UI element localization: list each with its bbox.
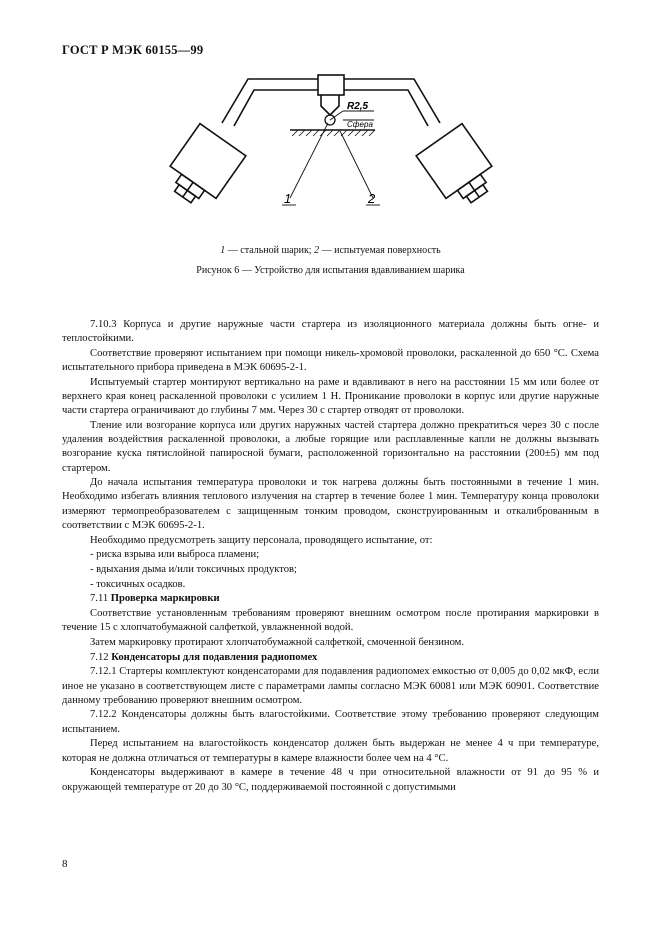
list-item: - риска взрыва или выброса пламени; xyxy=(90,549,260,561)
ball-holder xyxy=(321,95,339,115)
figure-caption: Рисунок 6 — Устройство для испытания вдавливанием шарика xyxy=(196,265,465,276)
center-block xyxy=(318,75,344,95)
paragraph: Конденсаторы выдерживают в камере в течение 48 ч при относительной влажности от 91 до 95 % и окружающей температуре от 20 до 30 °С, поддерживаемой постоянной с допустимыми xyxy=(62,767,599,793)
figure-legend: 1 — стальной шарик; 2 — испытуемая поверхность xyxy=(220,245,441,256)
section-heading-7-11: 7.11 Проверка маркировки xyxy=(90,593,220,605)
paragraph: 7.10.3 Корпуса и другие наружные части стартера из изоляционного материала должны быть огне- и теплостойкими. xyxy=(62,319,599,345)
ball-pressure-apparatus-figure xyxy=(150,68,510,218)
document-header: ГОСТ Р МЭК 60155—99 xyxy=(62,43,204,57)
section-heading-7-12: 7.12 Конденсаторы для подавления радиопомех xyxy=(90,651,318,663)
list-item: - вдыхания дыма и/или токсичных продуктов; xyxy=(90,563,298,575)
paragraph: До начала испытания температура проволоки и ток нагрева должны быть постоянными в течение 1 мин. Необходимо избегать влияния теплового излучения на стартер в течение более 1 мин. Температуру конца проволоки измеряют термопреобразователем с защищенным тонким проводом, сконструированным и откалиброванным в соответствии с МЭК 60695-2-1. xyxy=(62,477,599,531)
paragraph: Тление или возгорание корпуса или других наружных частей стартера должно прекратиться через 30 с после удаления воздействия раскаленной проволоки, а любые горящие или расплавленные капли не должны вызывать возгорание куска пятислойной папиросной бумаги, расположенной горизонтально на расстоянии (200±5) мм под стартером. xyxy=(62,419,599,474)
list-item: - токсичных осадков. xyxy=(90,578,186,590)
paragraph: Перед испытанием на влагостойкость конденсатор должен быть выдержан не менее 4 ч при температуре, которая не должна отличаться от температуры в камере влажности более чем на 4 °С. xyxy=(62,738,599,764)
page-number: 8 xyxy=(62,858,68,870)
paragraph: Затем маркировку протирают хлопчатобумажной салфеткой, смоченной бензином. xyxy=(90,636,465,648)
paragraph: Испытуемый стартер монтируют вертикально на раме и вдавливают в него на расстоянии 15 мм или более от верхнего края конец раскаленной проволоки с усилием 1 Н. Проникание проволоки в корпус или другие наружные части стартера ограничивают до глубины 7 мм. Через 30 с стартер отводят от проволоки. xyxy=(62,376,599,417)
paragraph: 7.12.1 Стартеры комплектуют конденсаторами для подавления радиопомех емкостью от 0,005 до 0,02 мкФ, если иное не указано в соответствующем листе с параметрами лампы согласно МЭК 60081 или МЭК 60901. Соответствие данному требованию проверяют внешним осмотром. xyxy=(62,666,599,706)
paragraph: Соответствие проверяют испытанием при помощи никель-хромовой проволоки, раскаленной до 650 °С. Схема испытательного прибора приведена в МЭК 60695-2-1. xyxy=(62,347,599,374)
left-arm-inner xyxy=(234,90,318,126)
figure-label-2: 2 xyxy=(368,191,376,206)
paragraph: Соответствие установленным требованиям проверяют внешним осмотром после протирания маркировки в течение 15 с хлопчатобумажной салфеткой, увлажненной водой. xyxy=(62,608,599,634)
paragraph: 7.12.2 Конденсаторы должны быть влагостойкими. Соответствие этому требованию проверяют следующим испытанием. xyxy=(62,709,599,735)
sphere-label: Сфера xyxy=(347,120,373,129)
paragraph: Необходимо предусмотреть защиту персонала, проводящего испытание, от: xyxy=(90,534,433,546)
left-arm-outer xyxy=(222,79,318,123)
document-body xyxy=(62,318,599,795)
figure-label-1: 1 xyxy=(284,191,292,206)
radius-label: R2,5 xyxy=(347,101,369,112)
